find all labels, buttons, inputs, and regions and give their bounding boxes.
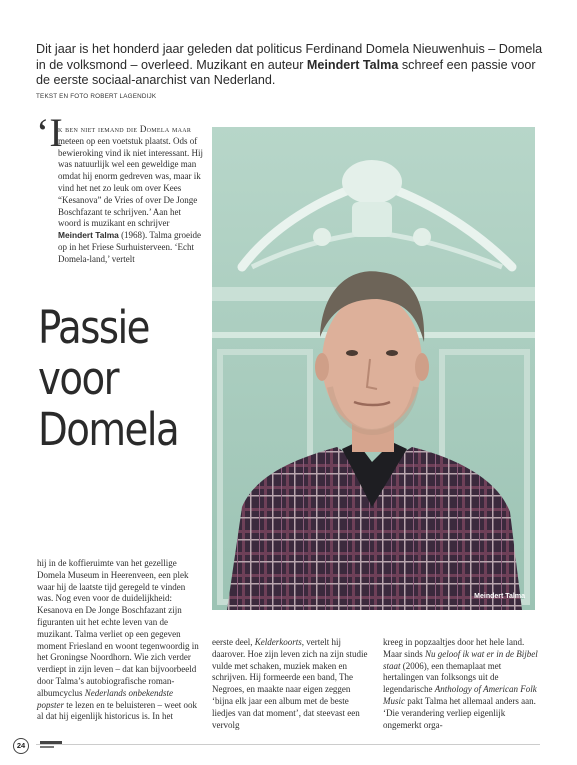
intro-text [36, 42, 546, 89]
col1-italic-1: Nederlands onbekendste popster [37, 687, 173, 710]
lead-author-name: Meindert Talma [58, 230, 119, 241]
page-number: 24 [13, 738, 29, 754]
intro-part2: schreef een passie voor de eerste sociaal-anarchist van Nederland. [36, 57, 536, 87]
lead-smallcaps: k ben niet iemand die Domela maar [58, 124, 192, 134]
body-column-3 [383, 637, 539, 731]
body-column-1 [37, 558, 202, 723]
col3-text-3: pakt Talma het allemaal anders aan. ‘Die verandering verliep eigenlijk ongemerkt orga- [383, 695, 536, 730]
drop-cap: ‘I [36, 110, 63, 155]
lead-paragraph [58, 124, 204, 266]
col2-italic-1: Kelderkoorts [254, 637, 302, 647]
portrait-illustration [212, 127, 535, 610]
photo-caption: Meindert Talma [474, 593, 525, 600]
col3-text-2: (2006), een themaplaat met hertalingen van folksongs uit de legendarische [383, 660, 502, 695]
col1-text-2: te lezen en te beluisteren – weet ook al dat hij eigenlijk historicus is. In het [37, 699, 197, 722]
lead-text-1: meteen op een voetstuk plaatst. Ods of bewieroking vind ik niet interessant. Hij was natuurlijk wel een geweldige man omdat hij enorm gedreven was, maar ik vind het net zo leuk om over Kees “Kesanova” de Vries of over De Jonge Boschfazant te schrijven.’ Aan het woord is muzikant en schrijver [58, 135, 203, 229]
col3-italic-2: Anthology of American Folk Music [383, 684, 537, 706]
col3-italic-1: Nu geloof ik wat er in de Bijbel staat [383, 648, 538, 671]
body-column-2 [212, 637, 370, 731]
lead-text-2: (1968). Talma groeide op in het Friese Surhuisterveen. ‘Echt Domela-land,’ vertelt [58, 230, 201, 264]
intro-part1: Dit jaar is het honderd jaar geleden dat politicus Ferdinand Domela Nieuwenhuis – Domela in de volksmond – overleed. Muzikant en auteur [36, 42, 543, 72]
byline: TEKST EN FOTO ROBERT LAGENDIJK [36, 93, 157, 100]
headline-line-3: Domela [38, 403, 179, 456]
col2-text-2: , vertelt hij daarover. Hoe zijn leven zich na zijn studie vulde met schaken, muziek maken en schrijven. Hij formeerde een band, The Negroes, en maakte naar eigen zeggen ‘bijna elk jaar een album met de beste liedjes van dat moment’, dat steevast een vervolg [212, 637, 368, 730]
col1-text-1: hij in de koffieruimte van het gezellige Domela Museum in Heerenveen, een plek waar hij de laatste tijd geregeld te vinden was. Nog even voor de duidelijkheid: Kesanova en De Jonge Boschfazant zijn figuranten uit het echte leven van de muzikant. Talma verliet op een gegeven moment Friesland en woont tegenwoordig in het Groningse Noordhorn. Wie zich verder verdiept in zijn leven – dat kan bijvoorbeeld door Talma’s autobiografische roman-albumcyclus [37, 558, 199, 698]
portrait-photo [212, 127, 535, 610]
col2-text-1: eerste deel, [212, 637, 255, 647]
headline-line-1: Passie [38, 301, 149, 354]
magazine-logo-icon [40, 740, 62, 750]
col3-text-1: kreeg in popzaaltjes door het hele land. Maar sinds [383, 637, 525, 659]
headline-line-2: voor [38, 352, 118, 405]
headline [38, 302, 184, 455]
intro-author-name: Meindert Talma [306, 57, 399, 72]
footer-rule [36, 744, 540, 745]
